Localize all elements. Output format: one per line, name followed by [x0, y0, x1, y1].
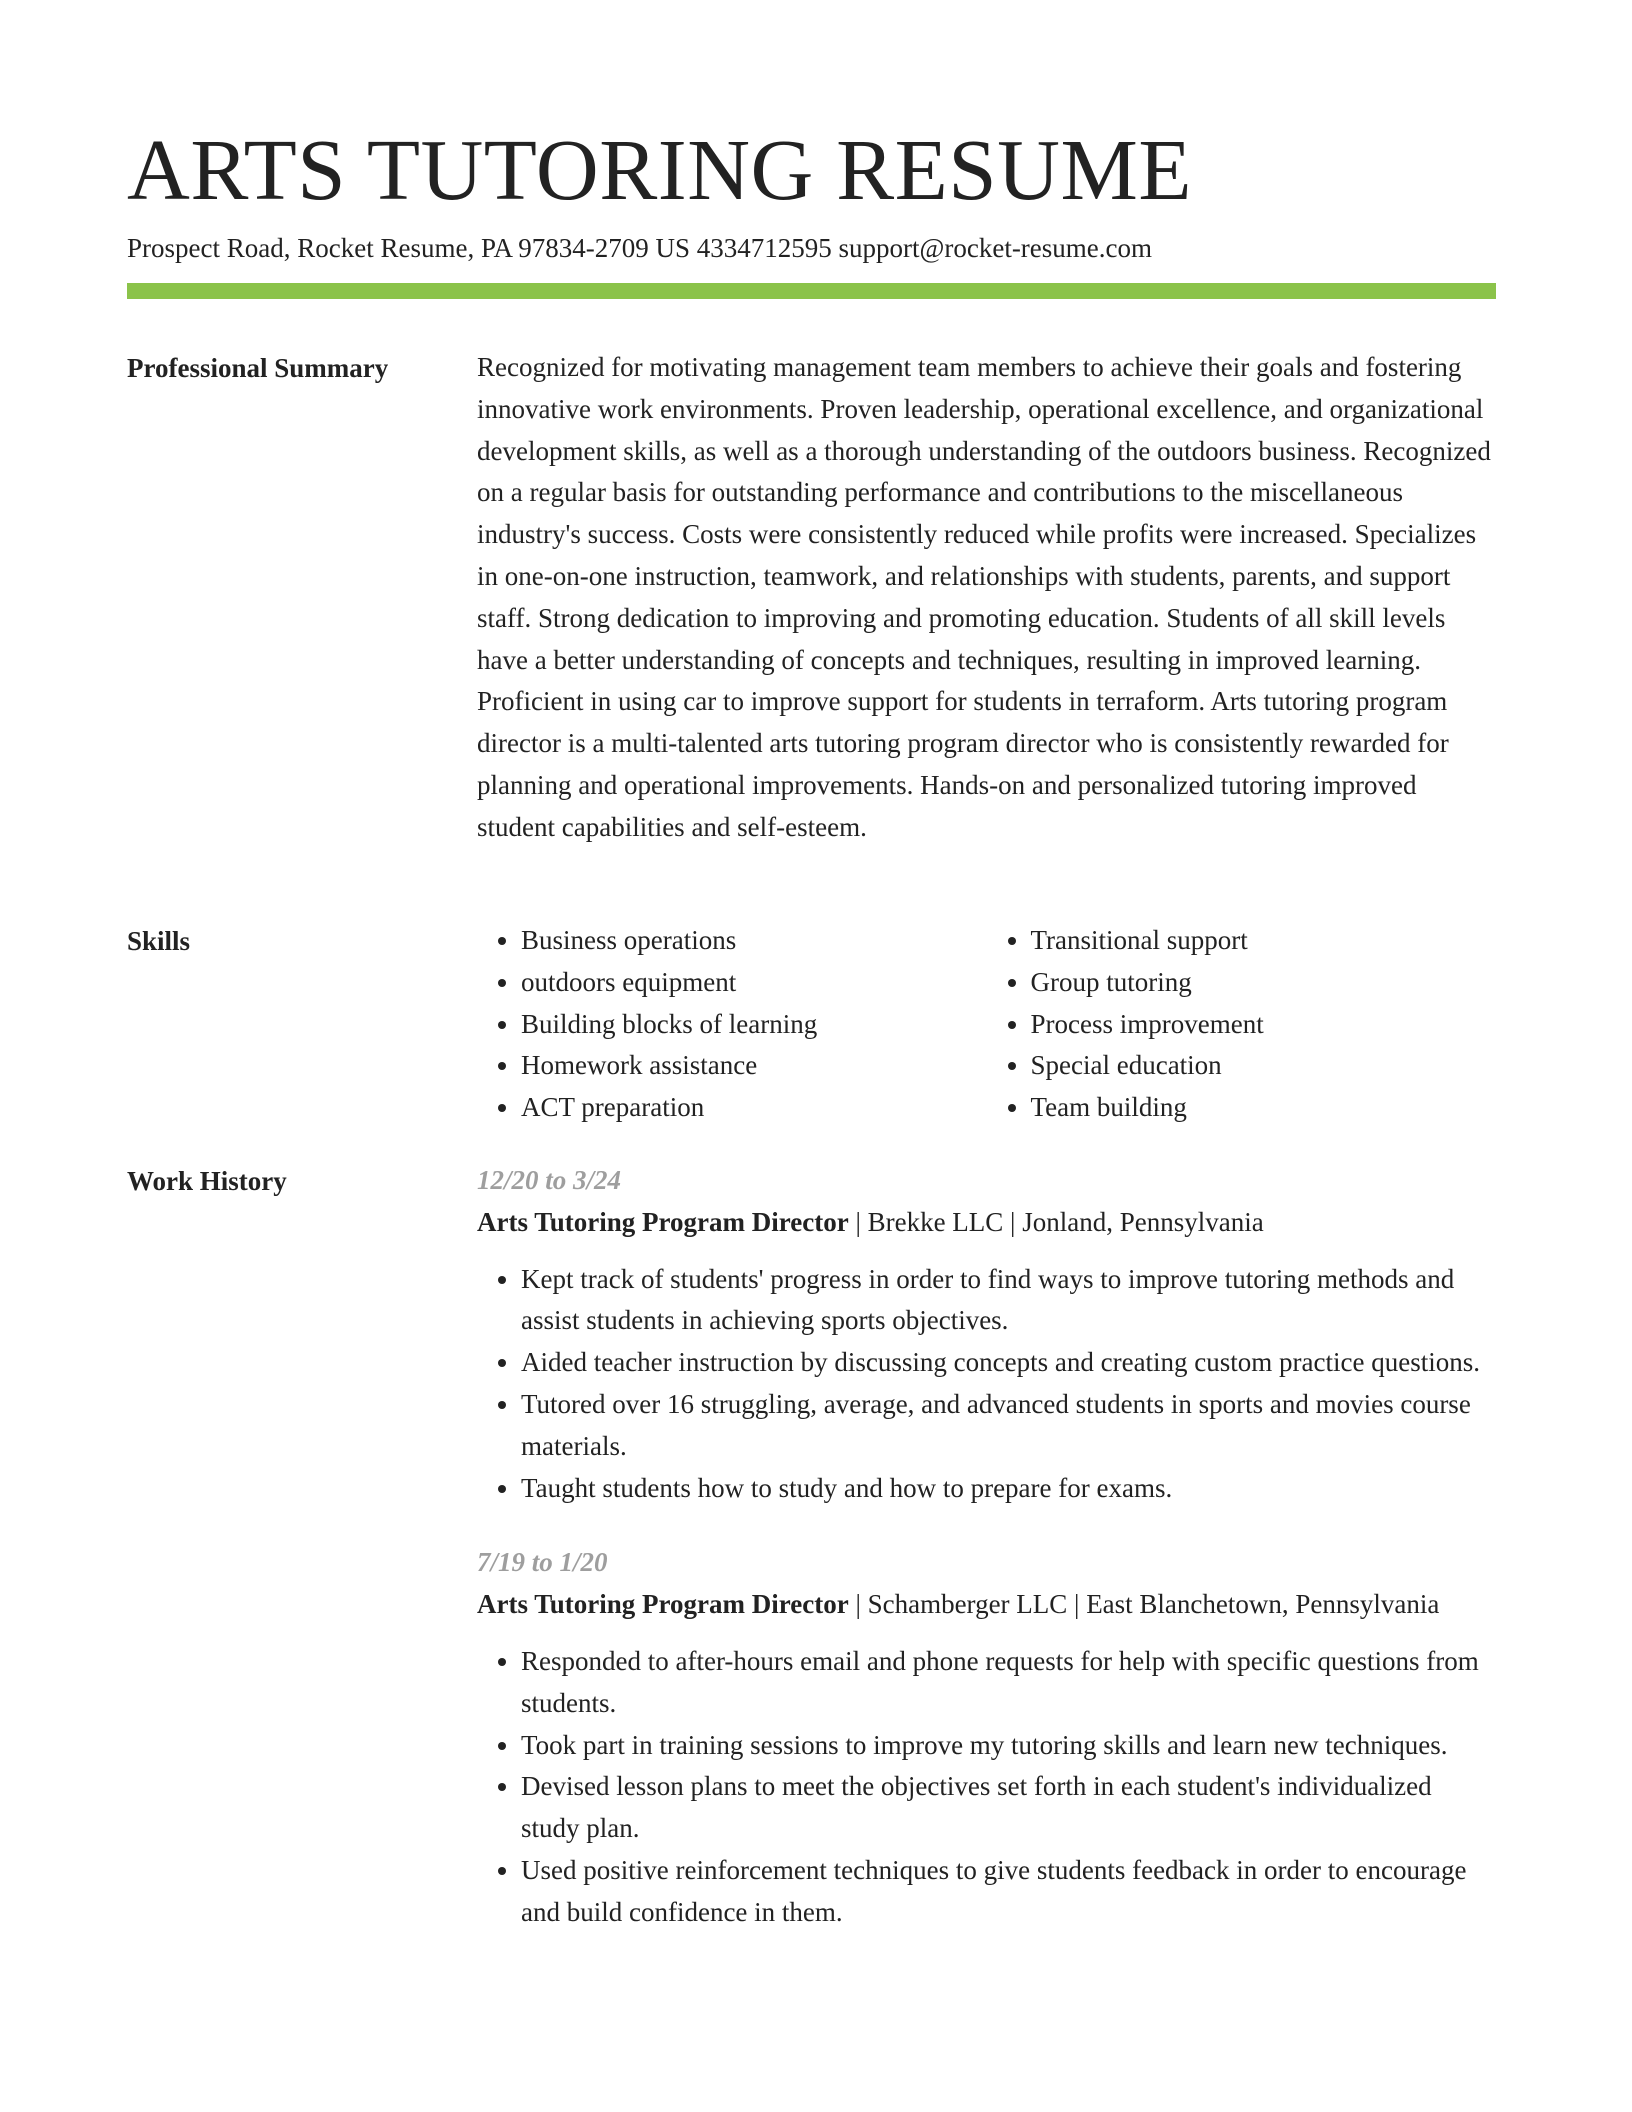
skills-label: Skills	[127, 926, 191, 956]
skill-item: • Building blocks of learning	[521, 1004, 987, 1046]
skill-item: • Special education	[1031, 1045, 1497, 1087]
summary-label: Professional Summary	[127, 353, 389, 383]
job-dates: 12/20 to 3/24	[477, 1165, 622, 1195]
work-label: Work History	[127, 1166, 287, 1196]
job-bullet: • Tutored over 16 struggling, average, and advanced students in sports and movies course materials.	[521, 1384, 1496, 1468]
contact-line: Prospect Road, Rocket Resume, PA 97834-2709 US 4334712595 support@rocket-resume.com	[127, 233, 1153, 263]
job-bullets	[477, 1259, 1496, 1510]
job-details: | Brekke LLC | Jonland, Pennsylvania	[848, 1206, 1264, 1237]
skill-item: • Homework assistance	[521, 1045, 987, 1087]
skills-columns	[477, 920, 1496, 1129]
summary-body	[477, 347, 1496, 849]
skills-list-left	[477, 920, 987, 1129]
skill-item: • Team building	[1031, 1087, 1497, 1129]
job-header	[477, 1584, 1496, 1626]
header-divider	[127, 283, 1496, 299]
skill-item: • Transitional support	[1031, 920, 1497, 962]
job-bullets	[477, 1641, 1496, 1934]
skill-item: • ACT preparation	[521, 1087, 987, 1129]
job-title: Arts Tutoring Program Director	[477, 1206, 849, 1237]
job-bullet: • Aided teacher instruction by discussing concepts and creating custom practice questions.	[521, 1342, 1496, 1384]
job-spacer	[477, 1509, 1496, 1542]
job-bullet: • Kept track of students' progress in order to find ways to improve tutoring methods and assist students in achieving sports objectives.	[521, 1259, 1496, 1343]
resume-title: ARTS TUTORING RESUME	[127, 121, 1193, 218]
job-entry	[477, 1542, 1496, 1933]
job-bullet: • Devised lesson plans to meet the objectives set forth in each student's individualized study plan.	[521, 1766, 1496, 1850]
job-dates: 7/19 to 1/20	[477, 1547, 608, 1578]
work-body	[477, 1160, 1496, 1934]
skill-item: • Process improvement	[1031, 1004, 1497, 1046]
summary-text: Recognized for motivating management team members to achieve their goals and fostering innovative work environments. Proven leadership, operational excellence, and organizational development skills, as well as a thorough understanding of the outdoors business. Recognized on a regular basis for outstanding performance and contributions to the miscellaneous industry's success. Costs were consistently reduced while profits were increased. Specializes in one-on-one instruction, teamwork, and relationships with students, parents, and support staff. Strong dedication to improving and promoting education. Students of all skill levels have a better understanding of concepts and techniques, resulting in improved learning. Proficient in using car to improve support for students in terraform. Arts tutoring program director is a multi-talented arts tutoring program director who is consistently rewarded for planning and operational improvements. Hands-on and personalized tutoring improved student capabilities and self-esteem.	[477, 352, 1491, 842]
job-header	[477, 1202, 1496, 1244]
job-title: Arts Tutoring Program Director	[477, 1589, 849, 1620]
skills-body	[477, 920, 1496, 1129]
job-bullet: • Used positive reinforcement techniques to give students feedback in order to encourage and build confidence in them.	[521, 1850, 1496, 1934]
job-details: | Schamberger LLC | East Blanchetown, Pennsylvania	[848, 1589, 1440, 1620]
skill-item: • outdoors equipment	[521, 962, 987, 1004]
job-bullet: • Responded to after-hours email and phone requests for help with specific questions from students.	[521, 1641, 1496, 1725]
job-entry	[477, 1160, 1496, 1509]
skill-item: • Business operations	[521, 920, 987, 962]
job-bullet: • Took part in training sessions to improve my tutoring skills and learn new techniques.	[521, 1725, 1496, 1767]
job-bullet: • Taught students how to study and how to prepare for exams.	[521, 1468, 1496, 1510]
skill-item: • Group tutoring	[1031, 962, 1497, 1004]
skills-list-right	[987, 920, 1497, 1129]
